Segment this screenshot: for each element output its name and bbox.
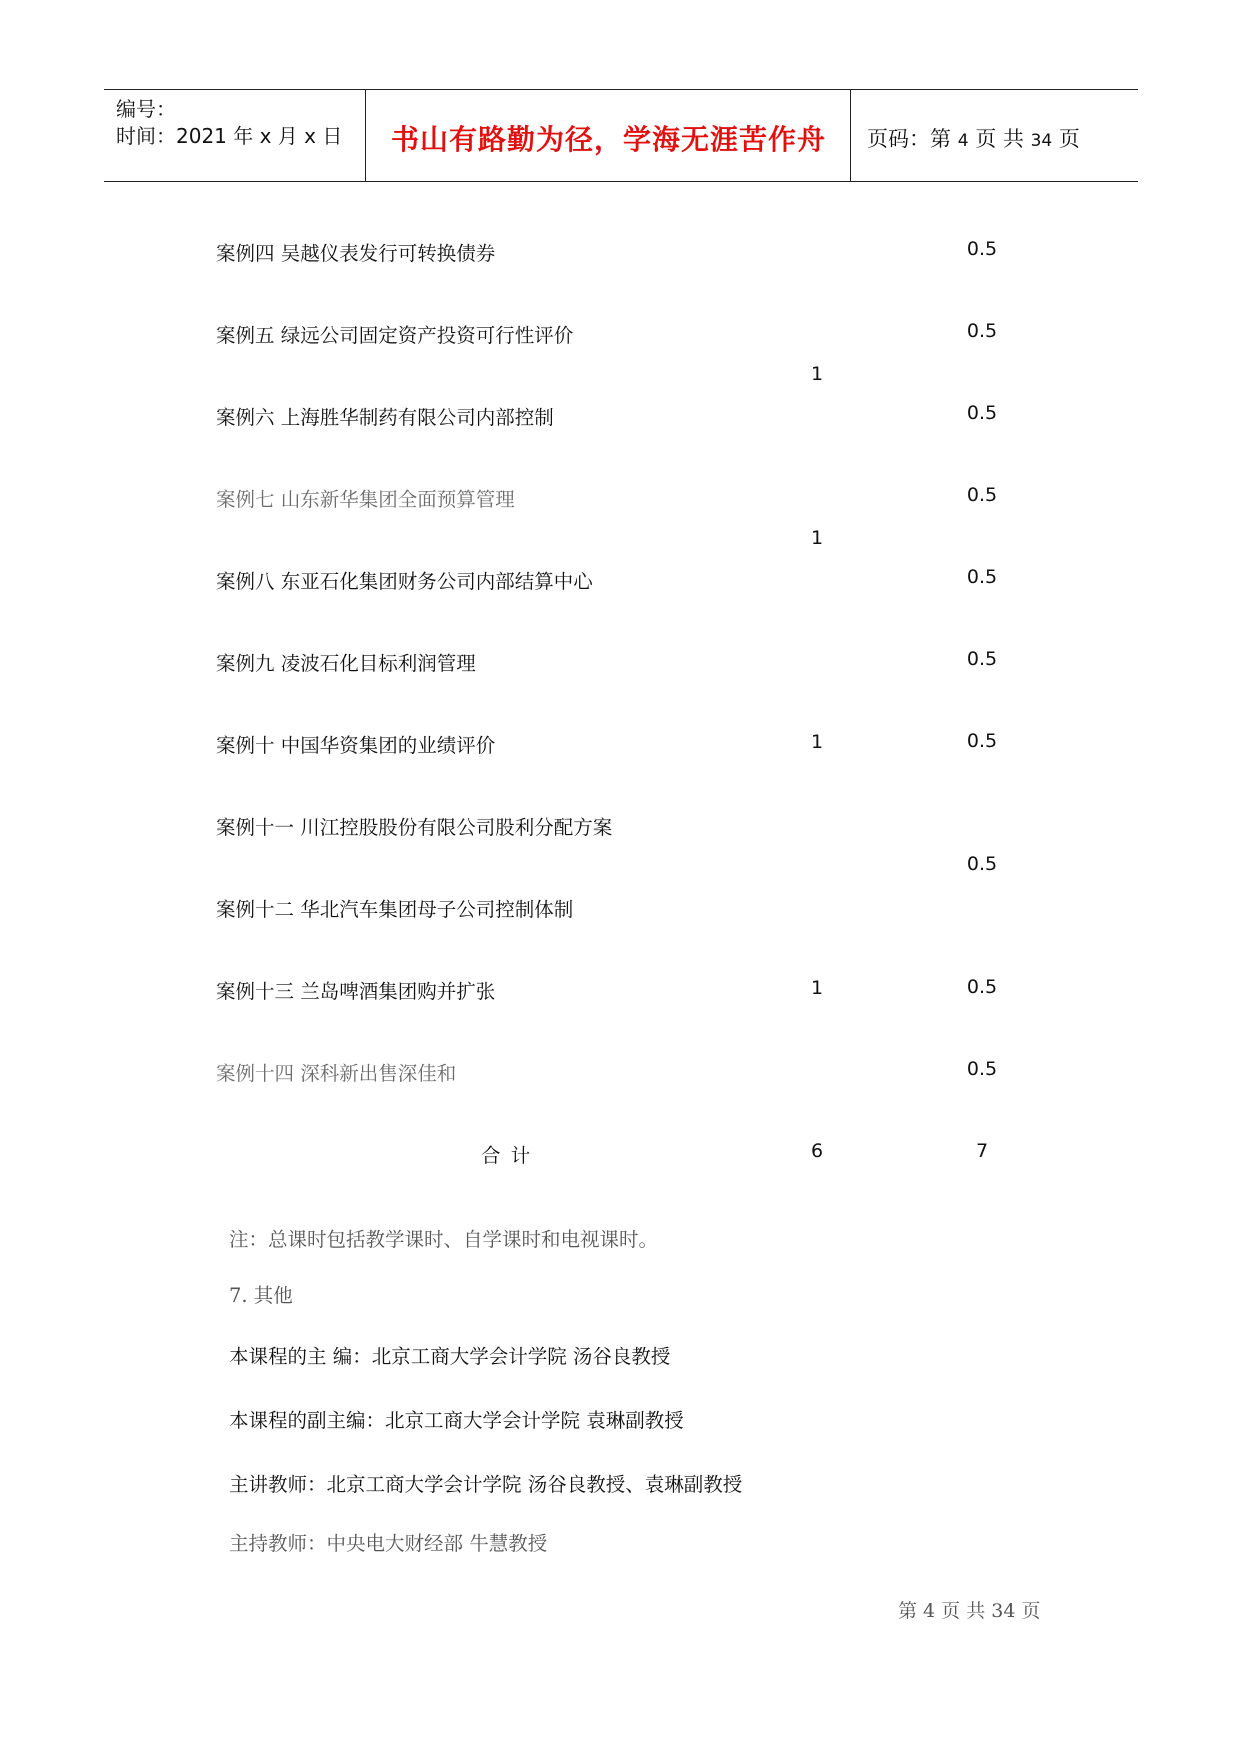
deputy-editor-line: 本课程的副主编：北京工商大学会计学院 袁琳副教授 [229, 1409, 684, 1432]
case-hours: 0.5 [966, 1058, 998, 1080]
case-hours: 0.5 [966, 238, 998, 260]
time-label: 时间：2021 年 x 月 x 日 [116, 124, 343, 148]
case-name: 案例十二 华北汽车集团母子公司控制体制 [216, 898, 574, 921]
page-current: 4 [957, 131, 969, 151]
host-teacher-line: 主持教师：中央电大财经部 牛慧教授 [229, 1532, 548, 1555]
col1-value: 1 [810, 527, 824, 549]
case-name: 案例六 上海胜华制药有限公司内部控制 [216, 406, 554, 429]
case-name: 案例十一 川江控股股份有限公司股利分配方案 [216, 816, 613, 839]
case-name: 案例十 中国华资集团的业绩评价 [216, 734, 496, 757]
case-hours: 0.5 [966, 648, 998, 670]
case-hours: 0.5 [966, 402, 998, 424]
table-row [0, 648, 1241, 678]
case-name: 案例五 绿远公司固定资产投资可行性评价 [216, 324, 574, 347]
case-name: 案例十三 兰岛啤酒集团购并扩张 [216, 980, 496, 1003]
table-row [0, 976, 1241, 1006]
total-label: 合 计 [481, 1144, 533, 1167]
case-hours: 0.5 [966, 730, 998, 752]
table-row [0, 320, 1241, 350]
case-name: 案例四 吴越仪表发行可转换债券 [216, 242, 496, 265]
page-label-prefix: 页码：第 [867, 127, 951, 151]
motto: 书山有路勤为径，学海无涯苦作舟 [391, 123, 827, 156]
col1-value: 1 [810, 363, 824, 385]
total-row [0, 1140, 1241, 1170]
header-divider-left [365, 90, 366, 182]
header-bottom-rule [104, 181, 1138, 182]
case-name: 案例八 东亚石化集团财务公司内部结算中心 [216, 570, 593, 593]
header-divider-right [850, 90, 851, 182]
table-row [0, 812, 1241, 842]
table-note: 注：总课时包括教学课时、自学课时和电视课时。 [229, 1228, 659, 1251]
table-row [0, 730, 1241, 760]
table-row [0, 566, 1241, 596]
table-row [0, 484, 1241, 514]
col1-value: 1 [810, 977, 824, 999]
case-hours: 0.5 [966, 320, 998, 342]
case-hours: 0.5 [966, 566, 998, 588]
section-heading: 7. 其他 [229, 1284, 293, 1307]
case-name: 案例十四 深科新出售深佳和 [216, 1062, 457, 1085]
table-row [0, 1058, 1241, 1088]
table-row [0, 402, 1241, 432]
case-hours: 0.5 [966, 484, 998, 506]
header-top-rule [104, 89, 1138, 90]
case-hours: 0.5 [966, 976, 998, 998]
total-hours: 7 [975, 1140, 989, 1162]
page-total: 34 [1030, 131, 1053, 151]
table-row [0, 238, 1241, 268]
col1-value: 1 [810, 731, 824, 753]
case-name: 案例七 山东新华集团全面预算管理 [216, 488, 515, 511]
serial-label: 编号： [116, 97, 176, 121]
page-label-suffix: 页 [1058, 127, 1080, 151]
merged-hours: 0.5 [966, 853, 998, 875]
lecturer-line: 主讲教师：北京工商大学会计学院 汤谷良教授、袁琳副教授 [229, 1473, 743, 1496]
case-name: 案例九 凌波石化目标利润管理 [216, 652, 476, 675]
page-footer: 第 4 页 共 34 页 [898, 1600, 1041, 1622]
page-label-mid: 页 共 [975, 127, 1024, 151]
table-row [0, 894, 1241, 924]
total-col1: 6 [810, 1140, 824, 1162]
header-page-info [867, 123, 1080, 153]
chief-editor-line: 本课程的主 编：北京工商大学会计学院 汤谷良教授 [229, 1345, 671, 1368]
